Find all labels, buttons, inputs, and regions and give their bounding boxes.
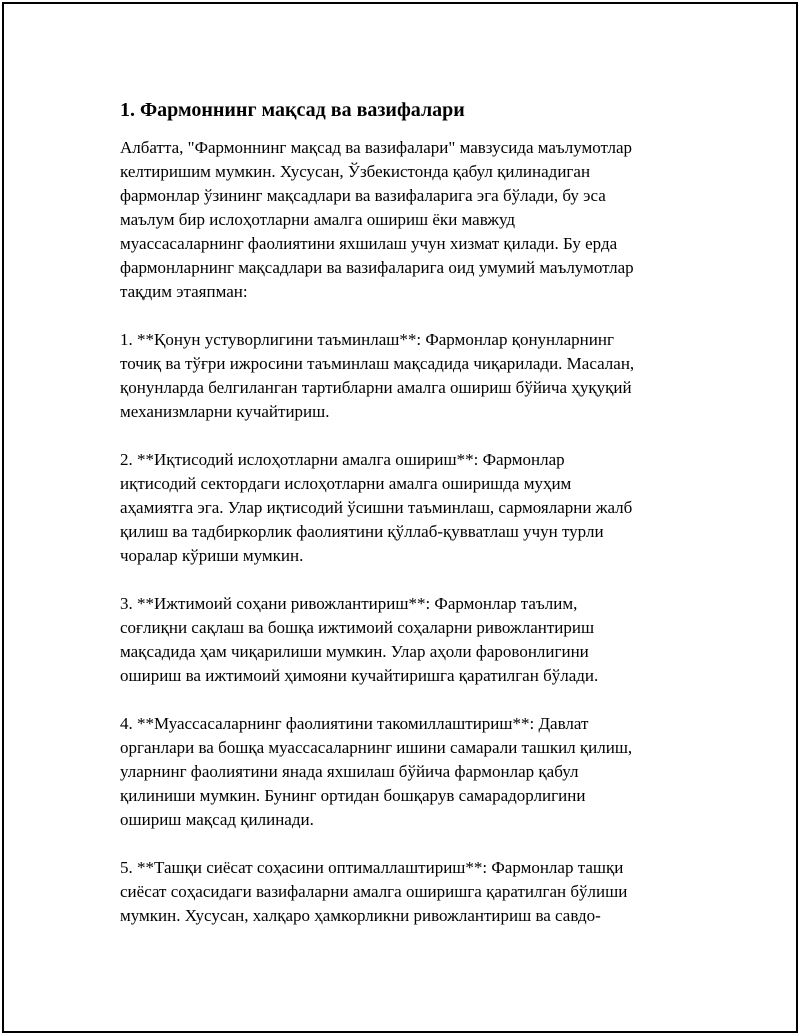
text-line: 5. **Ташқи сиёсат соҳасини оптималлаштириш**: Фармонлар ташқи: [120, 858, 624, 877]
text-line: тақдим этаяпман:: [120, 282, 248, 301]
text-line: қилиниши мумкин. Бунинг ортидан бошқарув самарадорлигини: [120, 786, 586, 805]
text-line: Албатта, "Фармоннинг мақсад ва вазифалари" мавзусида маълумотлар: [120, 138, 633, 157]
text-line: ошириш ва ижтимоий ҳимояни кучайтиришга қаратилган бўлади.: [120, 666, 599, 685]
text-line: қонунларда белгиланган тартибларни амалга ошириш бўйича ҳуқуқий: [120, 378, 632, 397]
text-line: органлари ва бошқа муассасаларнинг ишини самарали ташкил қилиш,: [120, 738, 633, 757]
text-line: чоралар кўриши мумкин.: [120, 546, 304, 565]
text-line: қилиш ва тадбиркорлик фаолиятини қўллаб-қувватлаш учун турли: [120, 522, 604, 541]
text-line: маълум бир ислоҳотларни амалга ошириш ёки мавжуд: [120, 210, 516, 229]
text-line: иқтисодий сектордаги ислоҳотларни амалга оширишда муҳим: [120, 474, 572, 493]
text-line: аҳамиятга эга. Улар иқтисодий ўсишни таъминлаш, сармояларни жалб: [120, 498, 633, 517]
document-body: [120, 96, 690, 952]
text-line: фармонларнинг мақсадлари ва вазифаларига оид умумий маълумотлар: [120, 258, 634, 277]
text-line: мумкин. Хусусан, халқаро ҳамкорликни ривожлантириш ва савдо-: [120, 906, 601, 925]
text-line: 2. **Иқтисодий ислоҳотларни амалга ошириш**: Фармонлар: [120, 450, 565, 469]
paragraph-item-2: [120, 448, 690, 568]
text-line: уларнинг фаолиятини янада яхшилаш бўйича фармонлар қабул: [120, 762, 579, 781]
text-line: келтиришим мумкин. Хусусан, Ўзбекистонда қабул қилинадиган: [120, 162, 591, 181]
text-line: фармонлар ўзининг мақсадлари ва вазифаларига эга бўлади, бу эса: [120, 186, 606, 205]
page-frame: [2, 2, 798, 1033]
text-line: 1. **Қонун устуворлигини таъминлаш**: Фармонлар қонунларнинг: [120, 330, 614, 349]
paragraph-intro: [120, 136, 690, 304]
text-line: сиёсат соҳасидаги вазифаларни амалга оширишга қаратилган бўлиши: [120, 882, 628, 901]
document-title: 1. Фармоннинг мақсад ва вазифалари: [120, 99, 465, 121]
text-line: механизмларни кучайтириш.: [120, 402, 330, 421]
text-line: соғлиқни сақлаш ва бошқа ижтимоий соҳаларни ривожлантириш: [120, 618, 595, 637]
paragraph-item-4: [120, 712, 690, 832]
text-line: 3. **Ижтимоий соҳани ривожлантириш**: Фармонлар таълим,: [120, 594, 578, 613]
paragraph-item-5: [120, 856, 690, 928]
text-line: точиқ ва тўғри ижросини таъминлаш мақсадида чиқарилади. Масалан,: [120, 354, 635, 373]
text-line: муассасаларнинг фаолиятини яхшилаш учун хизмат қилади. Бу ерда: [120, 234, 618, 253]
text-line: ошириш мақсад қилинади.: [120, 810, 314, 829]
text-line: мақсадида ҳам чиқарилиши мумкин. Улар аҳоли фаровонлигини: [120, 642, 589, 661]
paragraph-item-1: [120, 328, 690, 424]
paragraph-item-3: [120, 592, 690, 688]
text-line: 4. **Муассасаларнинг фаолиятини такомиллаштириш**: Давлат: [120, 714, 589, 733]
